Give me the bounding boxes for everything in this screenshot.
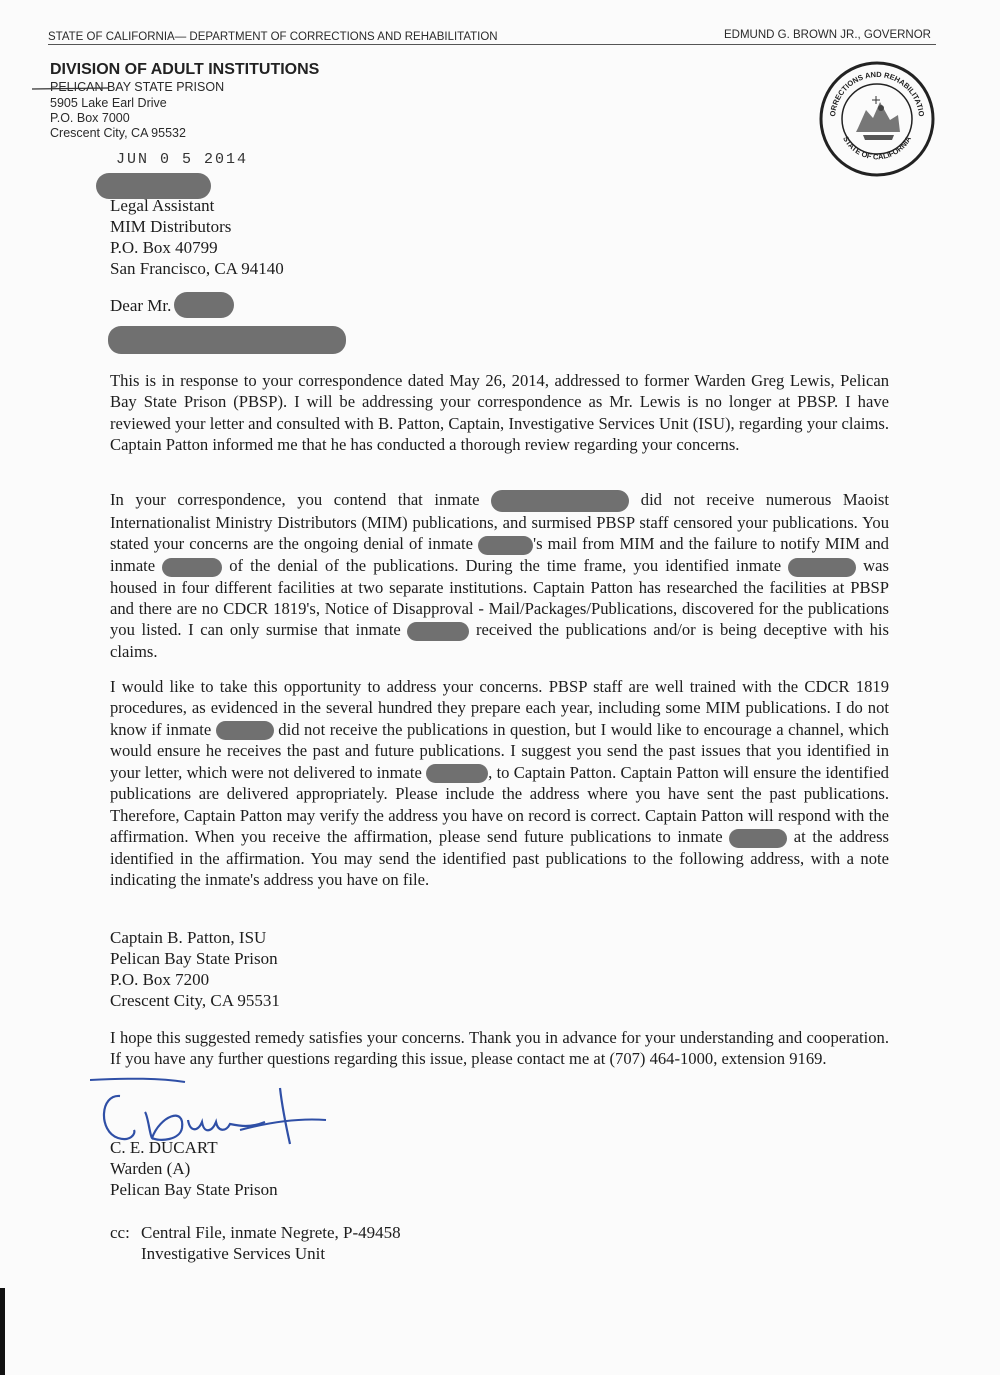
header-department: STATE OF CALIFORNIA— DEPARTMENT OF CORRECTIONS AND REHABILITATION [48,31,498,43]
redaction-inmate [478,536,533,555]
date-stamp: JUN 0 5 2014 [116,151,249,168]
redaction-inmate [729,829,787,848]
para3-s3: , to Captain Patton. Captain Patton will ensure the identified publications are delivered appropriately. Please include the address where you have sent the past publications. Therefore, Captain Patton may verify the address you have on record is correct. Captain Patton will respond with the affirmation. When you receive the affirmation, please send future publications to inmate [110,762,889,846]
para3-s2: did not receive the publications in question, but I would like to encourage a channel, which would ensure he receives the past and future publications. I suggest you send the past issues that you identified in your letter, which were not delivered to inmate [110,719,889,782]
redaction-inmate [407,622,469,641]
cc-line-2: Investigative Services Unit [141,1244,326,1263]
redaction-inmate [162,558,222,577]
redaction-inmate [491,490,629,512]
division-title: DIVISION OF ADULT INSTITUTIONS [50,61,320,78]
paragraph-1-text: This is in response to your correspondence dated May 26, 2014, addressed to former Warden Greg Lewis, Pelican Bay State Prison (PBSP). I will be addressing your correspondence as Mr. Lewis is no longer at PBSP. I have reviewed your letter and consulted with B. Patton, Captain, Investigative Services Unit (ISU), regarding your claims. Captain Patton informed me that he has conducted a thorough review regarding your concerns. [110,371,889,454]
paragraph-4-text: I hope this suggested remedy satisfies your concerns. Thank you in advance for your understanding and cooperation. If you have any further questions regarding this issue, please contact me at (707) 464-1000, extension 9169. [110,1028,889,1069]
paragraph-3 [110,676,889,890]
redaction-inmate [426,764,488,783]
para3-s4: at the address identified in the affirmation. You may send the identified past publications to the following address, with a note indicating the inmate's address you have on file. [110,826,890,889]
paragraph-2 [110,489,889,662]
patton-line-2: Pelican Bay State Prison [110,949,278,968]
para2-s1: In your correspondence, you contend that inmate [110,490,480,509]
para3-s1: I would like to take this opportunity to address your concerns. PBSP staff are well trained with the CDCR 1819 procedures, as evidenced in the several hundred they prepare each year, including some MIM publications. I do not know if inmate [110,677,889,739]
redaction-inmate [216,721,274,740]
paragraph-3-text [110,676,889,890]
patton-line-3: P.O. Box 7200 [110,970,210,989]
paragraph-2-text [110,489,889,662]
recipient-org: MIM Distributors [110,217,232,236]
para2-s6: received the publications and/or is being deceptive with his claims. [110,620,889,662]
para2-s3: 's mail from MIM and the failure to notify MIM and inmate [110,534,889,576]
paragraph-1 [110,370,889,455]
para2-s2: did not receive numerous Maoist Internationalist Ministry Distributors (MIM) publications, and surmised PBSP staff censored your publications. You stated your concerns are the ongoing denial of inmate [110,490,889,554]
cc-label: cc: [110,1223,130,1242]
signer-title: Warden (A) [110,1159,191,1178]
scan-edge [0,1288,5,1375]
institution-city: Crescent City, CA 95532 [50,126,186,140]
recipient-city: San Francisco, CA 94140 [110,259,284,278]
strike-mark [30,84,110,94]
redaction-subject [108,326,346,354]
para2-s4: of the denial of the publications. During the time frame, you identified inmate [229,556,782,576]
cc-line-1: Central File, inmate Negrete, P-49458 [141,1223,401,1242]
header-governor: EDMUND G. BROWN JR., GOVERNOR [723,29,931,41]
signer-name: C. E. DUCART [110,1138,218,1157]
recipient-title: Legal Assistant [110,196,215,215]
signer-org: Pelican Bay State Prison [110,1180,278,1199]
salutation: Dear Mr. [110,296,172,315]
redaction-salutation [174,292,234,318]
cdcr-seal [818,60,936,178]
institution-po-box: P.O. Box 7000 [50,111,130,125]
header-rule [48,44,936,45]
institution-name: PELICAN BAY STATE PRISON [50,80,225,94]
institution-street: 5905 Lake Earl Drive [50,96,167,110]
paragraph-4 [110,1027,889,1070]
recipient-po-box: P.O. Box 40799 [110,238,218,257]
seal-top-text: ORRECTIONS AND REHABILITATIO [828,69,926,118]
para2-s5: was housed in four different facilities at two separate institutions. Captain Patton has researched the facilities at PBSP and there are no CDCR 1819's, Notice of Disapproval - Mail/Packages/Publications, discovered for the publications you listed. I can only surmise that inmate [110,556,889,640]
seal-bottom-text: STATE OF CALIFORNIA [841,134,913,162]
patton-line-1: Captain B. Patton, ISU [110,928,267,947]
patton-line-4: Crescent City, CA 95531 [110,991,280,1010]
redaction-inmate [788,558,856,577]
